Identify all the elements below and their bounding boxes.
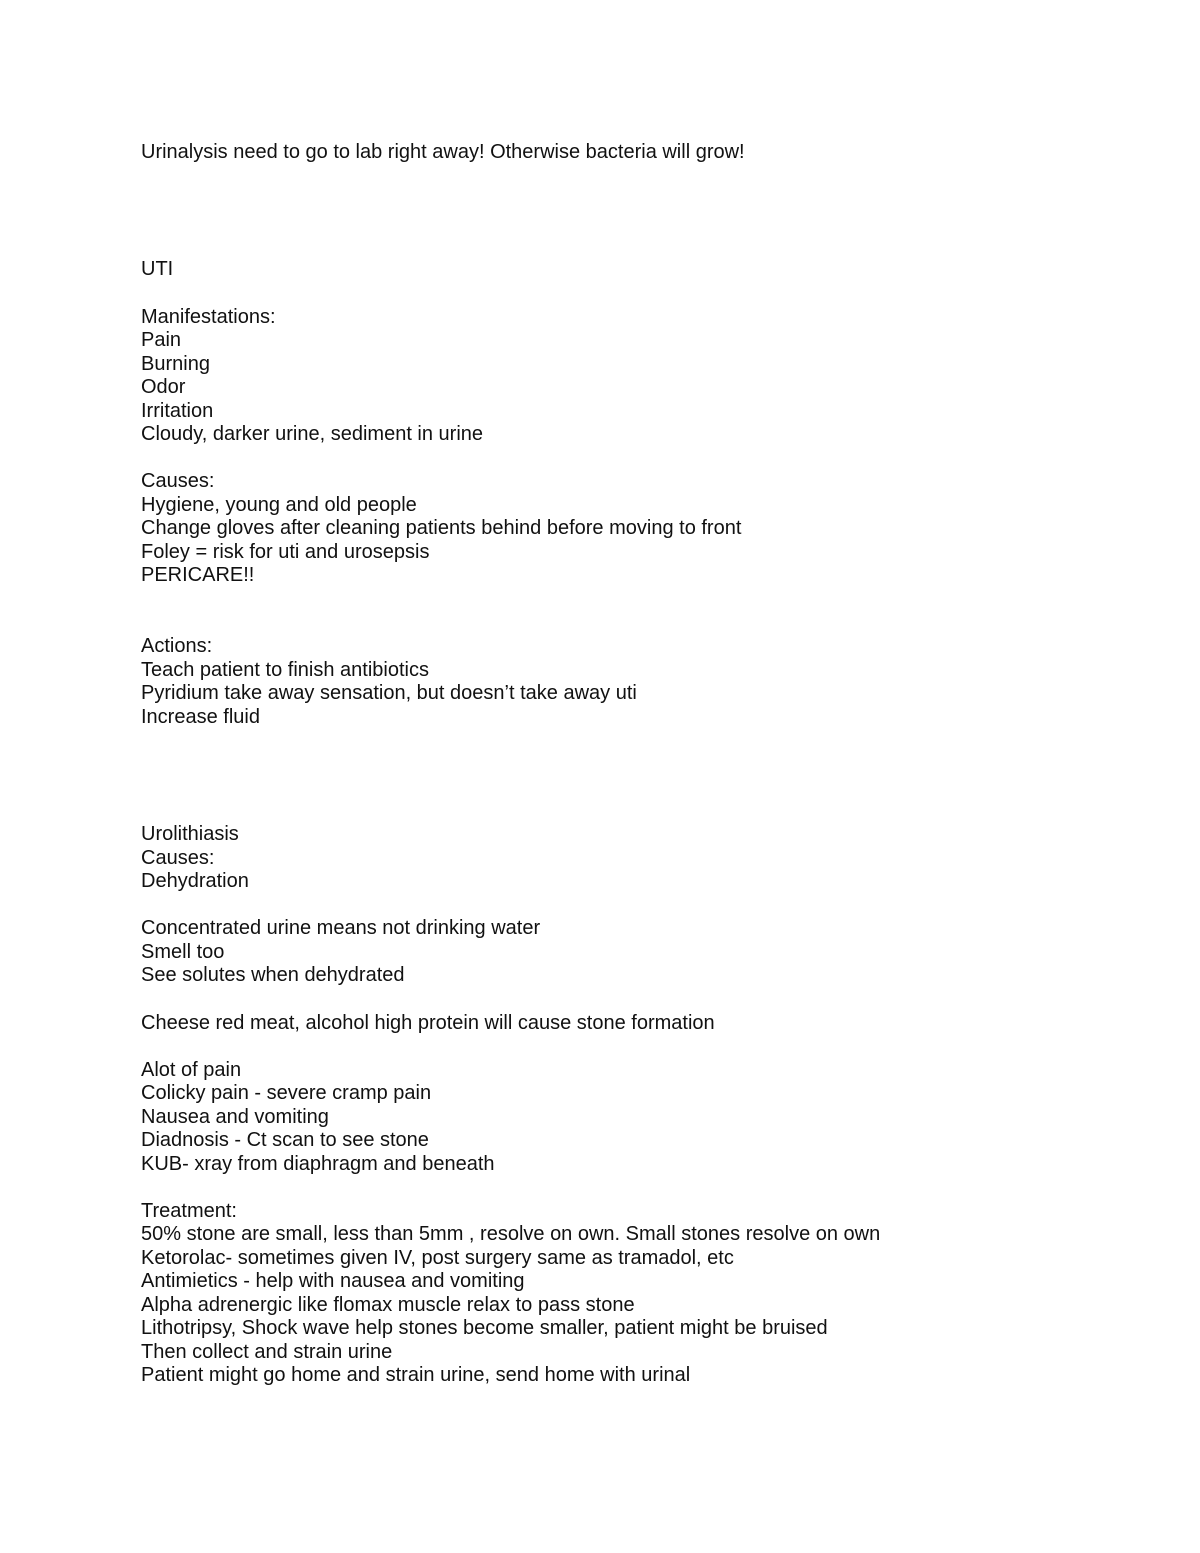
dehydration-note: Concentrated urine means not drinking water — [141, 917, 541, 939]
uti-heading: UTI — [141, 258, 174, 280]
uti-manifestation-item: Cloudy, darker urine, sediment in urine — [141, 423, 484, 445]
uti-manifestations-label: Manifestations: — [141, 306, 276, 328]
uti-cause-item: Foley = risk for uti and urosepsis — [141, 541, 430, 563]
urolithiasis-causes-label: Causes: — [141, 847, 215, 869]
treatment-item: Lithotripsy, Shock wave help stones become smaller, patient might be bruised — [141, 1317, 828, 1339]
dehydration-note: See solutes when dehydrated — [141, 964, 405, 986]
uti-manifestation-item: Irritation — [141, 400, 214, 422]
symptom-item: Alot of pain — [141, 1059, 242, 1081]
treatment-item: 50% stone are small, less than 5mm , resolve on own. Small stones resolve on own — [141, 1223, 881, 1245]
treatment-label: Treatment: — [141, 1200, 237, 1222]
symptom-item: Diadnosis - Ct scan to see stone — [141, 1129, 429, 1151]
symptom-item: Nausea and vomiting — [141, 1106, 329, 1128]
uti-causes-label: Causes: — [141, 470, 215, 492]
intro-text: Urinalysis need to go to lab right away! Otherwise bacteria will grow! — [141, 141, 745, 163]
treatment-item: Patient might go home and strain urine, send home with urinal — [141, 1364, 691, 1386]
uti-cause-item: PERICARE!! — [141, 564, 255, 586]
uti-action-item: Increase fluid — [141, 706, 260, 728]
uti-action-item: Teach patient to finish antibiotics — [141, 659, 429, 681]
uti-actions-label: Actions: — [141, 635, 213, 657]
treatment-item: Ketorolac- sometimes given IV, post surgery same as tramadol, etc — [141, 1247, 734, 1269]
diet-note: Cheese red meat, alcohol high protein will cause stone formation — [141, 1012, 715, 1034]
uti-cause-item: Hygiene, young and old people — [141, 494, 417, 516]
urolithiasis-cause-item: Dehydration — [141, 870, 249, 892]
uti-manifestation-item: Burning — [141, 353, 210, 375]
treatment-item: Alpha adrenergic like flomax muscle relax to pass stone — [141, 1294, 635, 1316]
treatment-item: Antimietics - help with nausea and vomiting — [141, 1270, 525, 1292]
uti-cause-item: Change gloves after cleaning patients behind before moving to front — [141, 517, 742, 539]
uti-manifestation-item: Pain — [141, 329, 182, 351]
symptom-item: KUB- xray from diaphragm and beneath — [141, 1153, 495, 1175]
symptom-item: Colicky pain - severe cramp pain — [141, 1082, 432, 1104]
urolithiasis-heading: Urolithiasis — [141, 823, 239, 845]
uti-action-item: Pyridium take away sensation, but doesn’t take away uti — [141, 682, 637, 704]
treatment-item: Then collect and strain urine — [141, 1341, 393, 1363]
uti-manifestation-item: Odor — [141, 376, 186, 398]
dehydration-note: Smell too — [141, 941, 225, 963]
